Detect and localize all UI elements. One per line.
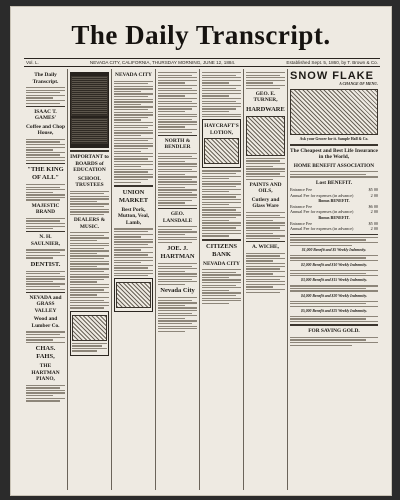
col3-heading-1: UNION MARKET [118,188,149,204]
rate-row: Annual Fee for expenses (in advance) 2 00 [290,226,378,232]
col2-ad-box [70,72,109,148]
home-benefit-heading: HOME BENEFIT ASSOCIATION [293,162,375,169]
volume-label: Vol. L. [26,60,39,65]
col1-heading-4: MAJESTIC BRAND [31,202,60,216]
col6-heading-2: PAINTS AND OILS, [249,181,282,195]
columns-area [24,69,380,490]
newspaper-page [10,6,392,496]
rate-row: Annual Fee for expenses (in advance) 2 00 [290,192,378,198]
column-4 [156,69,200,490]
indemnity-4: $5,000 Benefit and $25 Weekly Indemnity. [300,309,368,314]
lost-benefit-heading: Lost BENEFIT. [315,179,353,186]
col6-engraving-stove [246,116,285,156]
masthead-title: The Daily Transcript. [71,20,331,50]
column-1 [24,69,68,490]
rate-row: Annual Fee for expenses (in advance) 2 00 [290,209,378,215]
col1-heading-3: "THE KING OF ALL" [27,165,64,181]
rate-row: Entrance Fee $5 00 [290,220,378,226]
grocer-line: Ask your Grocer for it. Sample Hall & Co. [299,136,369,141]
col4-heading-1: GEO. LANSDALE [162,211,193,224]
col6-heading-0: GEO. E. TURNER, [253,90,278,104]
indemnity-1: $2,000 Benefit and $10 Weekly Indemnity. [300,263,368,268]
col2-bottom-ad [70,311,109,356]
rate-row: Entrance Fee $5 00 [290,187,378,193]
col3-heading-0: NEVADA CITY [115,72,152,78]
rate-row: Bonus BENEFIT. [318,215,350,221]
col1-heading-8: Wood and Lumber Co. [31,316,60,329]
col5-engraving [204,138,239,164]
col6-heading-4: A. WICHE, [251,244,279,251]
snow-flake-engraving [290,89,378,135]
column-5 [200,69,244,490]
col5-heading-1: CITIZENS BANK [205,242,238,258]
indemnity-3: $4,000 Benefit and $20 Weekly Indemnity. [300,293,368,298]
col3-bottom-ad [114,278,153,312]
cheapest-insurance-heading: The Cheapest and Best Life Insurance in the World, [290,147,378,161]
col1-heading-9: CHAS. FAHS, [35,345,56,361]
column-3 [112,69,156,490]
col1-heading-6: DENTIST. [30,260,61,268]
col4-heading-2: JOE. J. HARTMAN [160,244,195,260]
col1-heading-10: THE HARTMAN PIANO, [31,363,60,383]
col5-heading-0: HAYCRAFT'S LOTION, [204,123,239,136]
col2-heading-1: SCHOOL TRUSTEES [75,175,104,188]
col5-heading-2: NEVADA CITY [203,260,240,267]
indemnity-2: $3,000 Benefit and $15 Weekly Indemnity. [300,278,368,283]
col2-bottom-engraving [72,315,107,341]
place-date: NEVADA CITY, CALIFORNIA, THURSDAY MORNING, JUNE 12, 1884. [89,60,236,65]
snow-flake-ad-title: SNOW FLAKE [290,70,374,82]
rate-row: Entrance Fee $6 00 [290,203,378,209]
column-2 [68,69,112,490]
col2-engraving-2 [71,118,108,144]
rate-row: Bonus BENEFIT. [318,198,350,204]
col4-heading-3: Nevada City [160,287,195,295]
col4-heading-0: NORTH & BENDLER [164,137,191,151]
col1-heading-7: NEVADA and GRASS VALLEY [29,294,62,314]
rates-table [290,187,378,232]
col1-heading-1: ISAAC T. GAMES' [34,108,57,122]
col5-ad-box [202,119,241,168]
change-of-menu: A CHANGE OF MENU. [339,82,378,86]
saving-gold-heading: FOR SAVING GOLD. [308,328,360,335]
col3-heading-2: Best Pork, Mutton, Veal, Lamb, [117,206,150,226]
col3-bottom-engraving [116,282,151,308]
publisher-line: Established Sept. 5, 1860, by T. Brown & Co. [286,60,378,65]
dateline-bar [24,58,380,67]
indemnity-0: $1,000 Benefit and $5 Weekly Indemnity. [301,247,367,252]
col1-heading-2: Coffee and Chop House, [26,123,65,137]
col2-engraving [71,76,108,116]
col6-heading-3: Cutlery and Glass Ware [251,196,280,210]
col2-heading-2: DEALERS & MUSIC. [73,217,106,230]
column-6 [244,69,288,490]
column-7 [288,69,380,490]
col2-heading-0: IMPORTANT to BOARDS of EDUCATION [70,154,109,173]
col1-heading-5: N. H. SAULNIER, [30,234,61,247]
col6-heading-1: HARDWARE [246,105,285,113]
col1-heading-0: The Daily Transcript. [32,72,59,85]
